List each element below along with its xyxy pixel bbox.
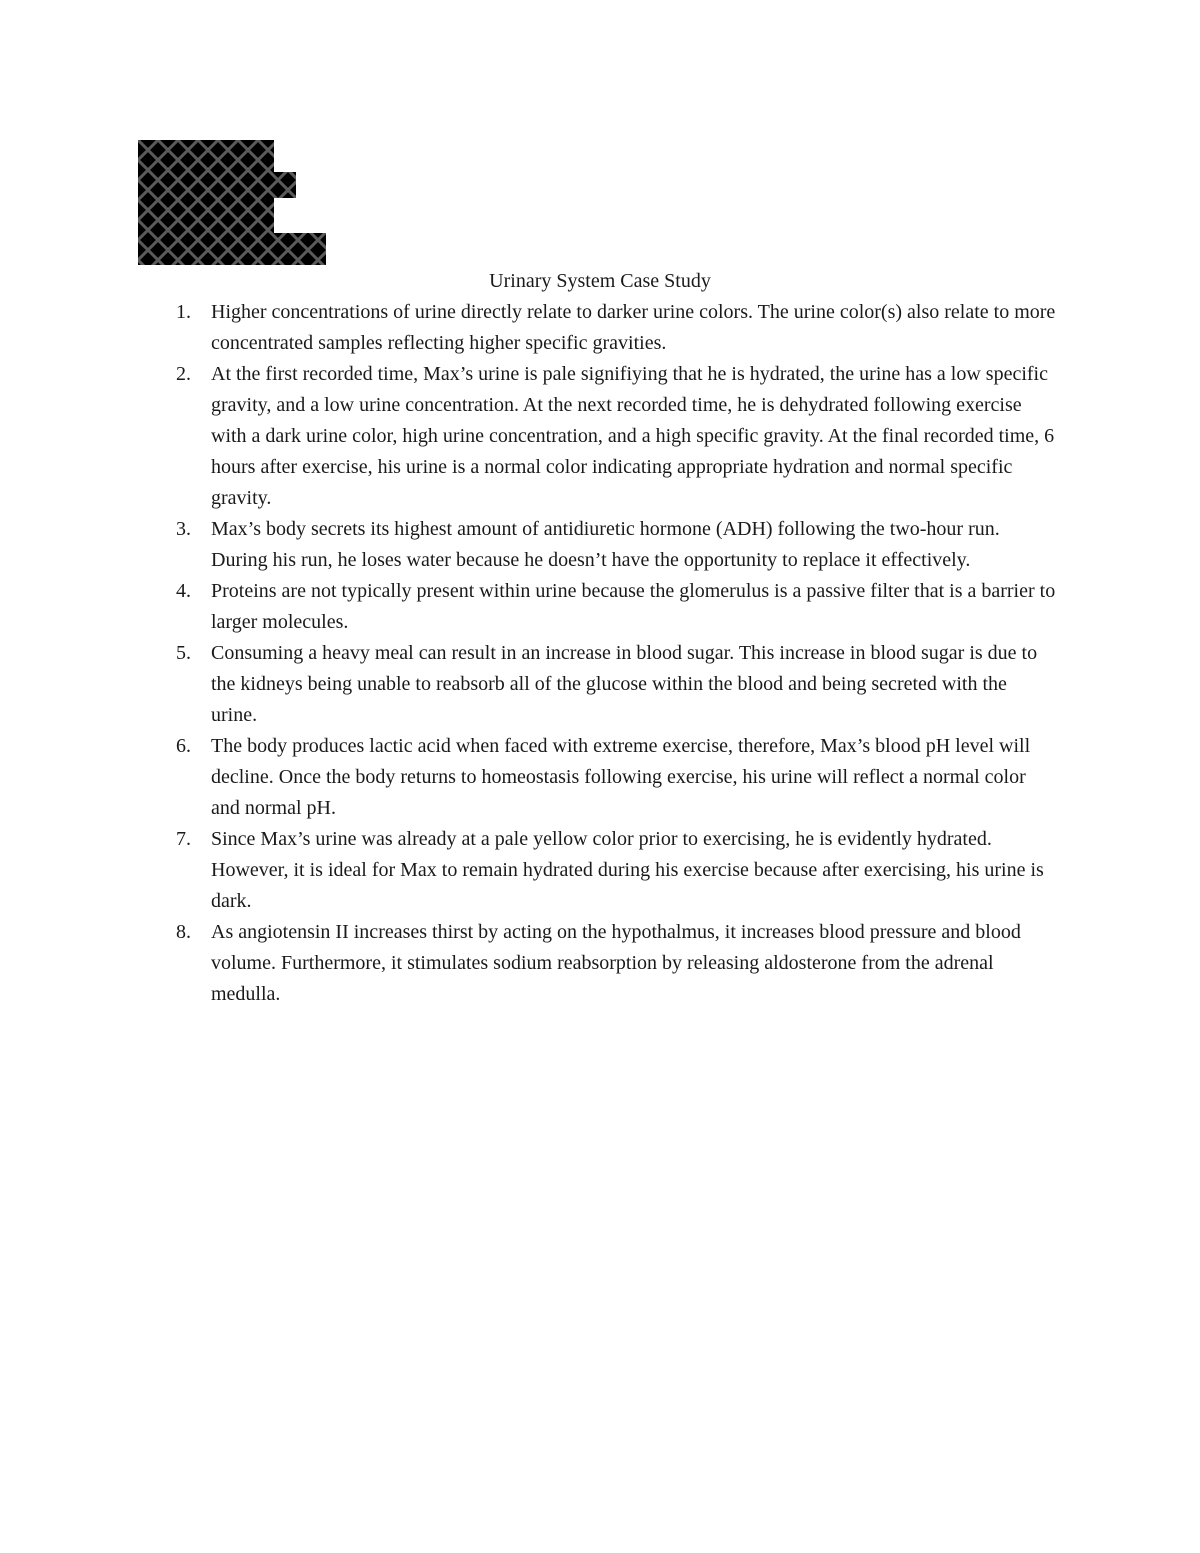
list-item-number: 2. [176,363,191,385]
redaction-block [138,140,326,265]
list-item-text: Since Max’s urine was already at a pale yellow color prior to exercising, he is evidently hydrated. However, it is ideal for Max to remain hydrated during his exercise because after exercising, his urine is dark. [211,828,1044,912]
list-item-text: At the first recorded time, Max’s urine is pale signifiying that he is hydrated, the urine has a low specific gravity, and a low urine concentration. At the next recorded time, he is dehydrated following exercise with a dark urine color, high urine concentration, and a high specific gravity. At the final recorded time, 6 hours after exercise, his urine is a normal color indicating appropriate hydration and normal specific gravity. [211,363,1055,509]
list-item-text: Consuming a heavy meal can result in an increase in blood sugar. This increase in blood sugar is due to the kidneys being unable to reabsorb all of the glucose within the blood and being secreted with the urine. [211,642,1038,726]
list-item-text: Higher concentrations of urine directly relate to darker urine colors. The urine color(s) also relate to more concentrated samples reflecting higher specific gravities. [211,301,1056,354]
list-item-number: 8. [176,921,191,943]
list-item-number: 6. [176,735,191,757]
list-item-text: Max’s body secrets its highest amount of antidiuretic hormone (ADH) following the two-hour run. During his run, he loses water because he doesn’t have the opportunity to replace it effectively. [211,518,1000,571]
list-item-number: 3. [176,518,191,540]
list-item [0,731,1056,824]
list-item-number: 4. [176,580,191,602]
list-item-number: 5. [176,642,191,664]
list-item-text: As angiotensin II increases thirst by acting on the hypothalmus, it increases blood pressure and blood volume. Furthermore, it stimulates sodium reabsorption by releasing aldosterone from the adrenal medulla. [211,921,1021,1005]
list-item [0,917,1056,1010]
list-item-number: 1. [176,301,191,323]
list-item-number: 7. [176,828,191,850]
list-item-text: Proteins are not typically present within urine because the glomerulus is a passive filter that is a barrier to larger molecules. [211,580,1056,633]
answer-list [0,297,1200,1010]
list-item [0,638,1056,731]
list-item [0,576,1056,638]
list-item-text: The body produces lactic acid when faced with extreme exercise, therefore, Max’s blood pH level will decline. Once the body returns to homeostasis following exercise, his urine will reflect a normal color and normal pH. [211,735,1031,819]
list-item [0,824,1056,917]
document-title: Urinary System Case Study [489,270,711,292]
list-item [0,514,1056,576]
list-item [0,297,1056,359]
list-item [0,359,1056,514]
